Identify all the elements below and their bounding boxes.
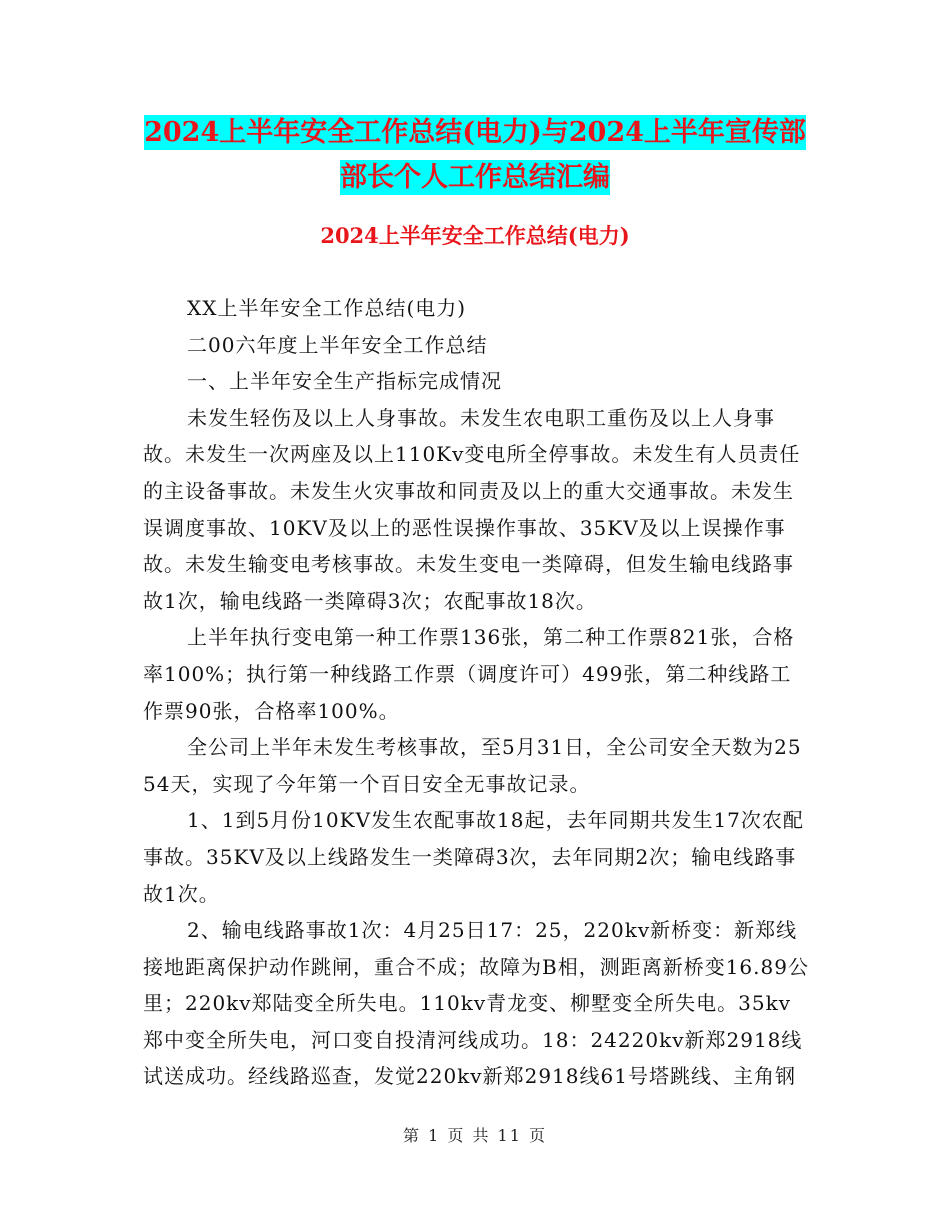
- document-title: [140, 110, 810, 200]
- document-title-line2: 部长个人工作总结汇编: [340, 162, 610, 193]
- paragraph: 1、1到5月份10KV发生农配事故18起，去年同期共发生17次农配事故。35KV及以上线路发生一类障碍3次，去年同期2次；输电线路事故1次。: [143, 808, 804, 906]
- paragraph: 一、上半年安全生产指标完成情况: [187, 369, 502, 394]
- section-title: 2024上半年安全工作总结(电力): [320, 223, 630, 248]
- paragraph: 上半年执行变电第一种工作票136张，第二种工作票821张，合格率100%；执行第一种线路工作票（调度许可）499张，第二种线路工作票90张，合格率100%。: [143, 625, 795, 723]
- paragraph: 二00六年度上半年安全工作总结: [187, 332, 488, 357]
- paragraph: XX上半年安全工作总结(电力): [187, 296, 467, 320]
- paragraph: 全公司上半年未发生考核事故，至5月31日，全公司安全天数为2554天，实现了今年第一个百日安全无事故记录。: [143, 735, 802, 796]
- document-title-line1: 2024上半年安全工作总结(电力)与2024上半年宣传部: [144, 117, 806, 148]
- page-footer: 第 1 页 共 11 页: [403, 1126, 547, 1145]
- paragraph: 2、输电线路事故1次：4月25日17：25，220kv新桥变：新郑线接地距离保护动作跳闸，重合不成；故障为B相，测距离新桥变16.89公里；220kv郑陆变全所失电。110kv青龙变、柳墅变全所失电。35kv郑中变全所失电，河口变自投清河线成功。18：24220kv新郑2918线试送成功。经线路巡查，发觉220kv新郑2918线61号塔跳线、主角钢: [143, 918, 809, 1089]
- paragraph: 未发生轻伤及以上人身事故。未发生农电职工重伤及以上人身事故。未发生一次两座及以上110Kv变电所全停事故。未发生有人员责任的主设备事故。未发生火灾事故和同责及以上的重大交通事故。未发生误调度事故、10KV及以上的恶性误操作事故、35KV及以上误操作事故。未发生输变电考核事故。未发生变电一类障碍，但发生输电线路事故1次，输电线路一类障碍3次；农配事故18次。: [143, 405, 801, 613]
- document-body: [143, 290, 809, 1095]
